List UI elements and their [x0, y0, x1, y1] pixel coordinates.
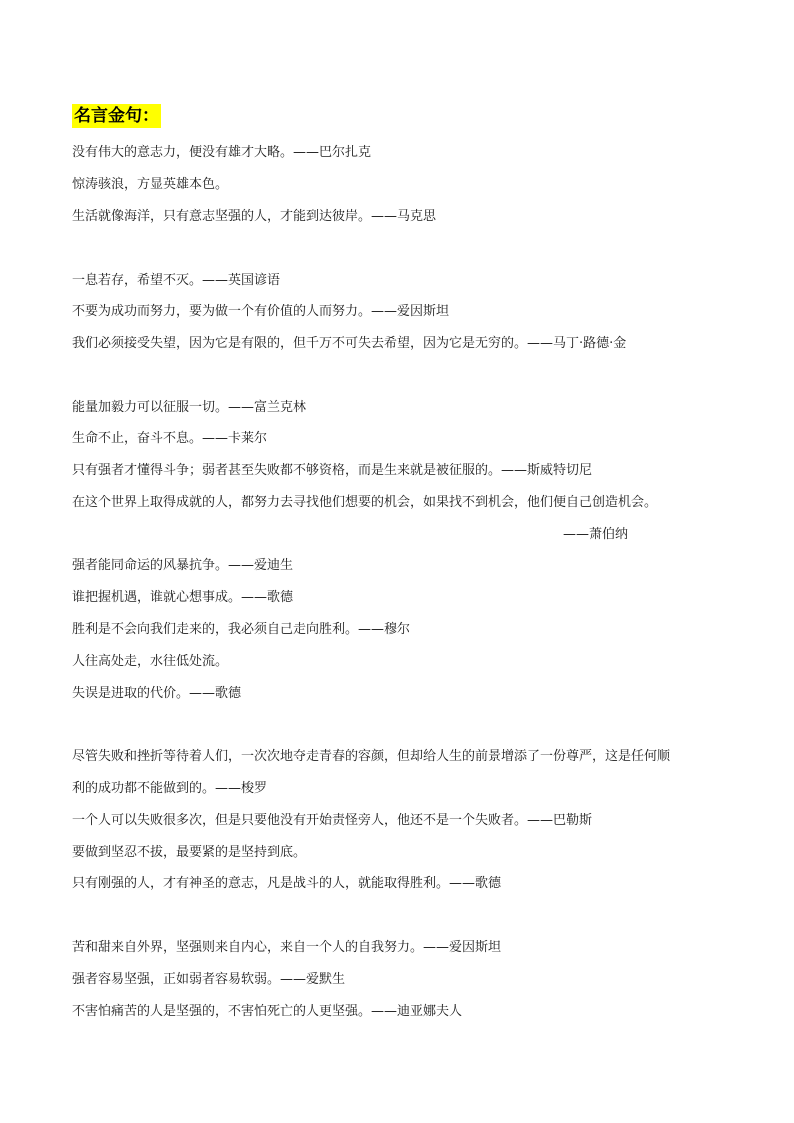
quote-line: 惊涛骇浪，方显英雄本色。 — [72, 177, 229, 192]
quote-line: 苦和甜来自外界，坚强则来自内心，来自一个人的自我努力。——爱因斯坦 — [72, 940, 502, 955]
quote-line: 尽管失败和挫折等待着人们，一次次地夺走青春的容颜，但却给人生的前景增添了一份尊严，这是任何顺 — [72, 749, 671, 764]
quote-line: 只有强者才懂得斗争；弱者甚至失败都不够资格，而是生来就是被征服的。——斯威特切尼 — [72, 463, 593, 478]
quote-line: 失误是进取的代价。——歌德 — [72, 686, 242, 701]
quote-line: 强者能同命运的风暴抗争。——爱迪生 — [72, 558, 294, 573]
quote-line: 谁把握机遇，谁就心想事成。——歌德 — [72, 590, 294, 605]
quote-line: 胜利是不会向我们走来的，我必须自己走向胜利。——穆尔 — [72, 622, 411, 637]
quote-line: 人往高处走，水往低处流。 — [72, 654, 229, 669]
quote-line: 不要为成功而努力，要为做一个有价值的人而努力。——爱因斯坦 — [72, 304, 450, 319]
quote-line: 能量加毅力可以征服一切。——富兰克林 — [72, 400, 307, 415]
quote-line: 利的成功都不能做到的。——梭罗 — [72, 781, 268, 796]
quote-line: 生命不止，奋斗不息。——卡莱尔 — [72, 431, 268, 446]
quote-line: 强者容易坚强，正如弱者容易软弱。——爱默生 — [72, 972, 346, 987]
quote-line: 一个人可以失败很多次，但是只要他没有开始责怪旁人，他还不是一个失败者。——巴勒斯 — [72, 813, 593, 828]
quote-line: 要做到坚忍不拔，最要紧的是坚持到底。 — [72, 845, 307, 860]
quote-line: 生活就像海洋，只有意志坚强的人，才能到达彼岸。——马克思 — [72, 209, 437, 224]
quote-line: 一息若存，希望不灭。——英国谚语 — [72, 273, 281, 288]
quote-line: 我们必须接受失望，因为它是有限的，但千万不可失去希望，因为它是无穷的。——马丁·路德·金 — [72, 336, 627, 351]
quote-attribution: ——萧伯纳 — [563, 527, 629, 542]
quote-line: 没有伟大的意志力，便没有雄才大略。——巴尔扎克 — [72, 145, 372, 160]
quote-line: 只有刚强的人，才有神圣的意志，凡是战斗的人，就能取得胜利。——歌德 — [72, 876, 502, 891]
quote-line: 不害怕痛苦的人是坚强的，不害怕死亡的人更坚强。——迪亚娜夫人 — [72, 1004, 463, 1019]
quote-line: 在这个世界上取得成就的人，都努力去寻找他们想要的机会，如果找不到机会，他们便自己创造机会。 — [72, 495, 658, 510]
section-heading: 名言金句： — [74, 106, 159, 126]
